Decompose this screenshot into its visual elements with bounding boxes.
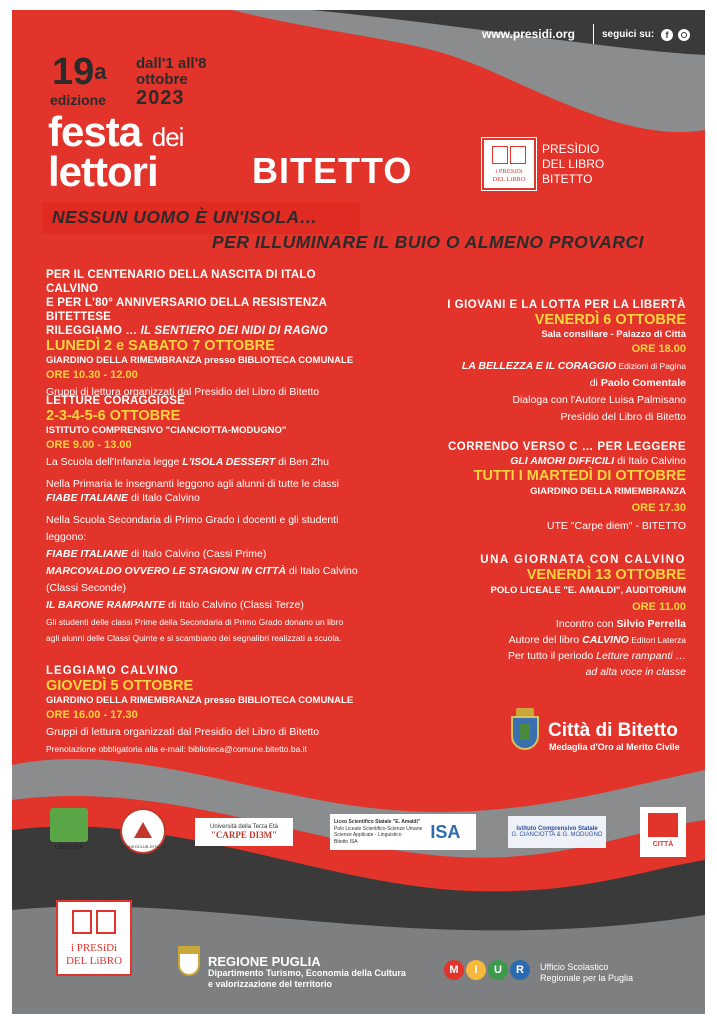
right-e1-by: di (589, 377, 601, 389)
sponsor-ute-line1: Università della Terza Età (210, 824, 278, 830)
triangle-icon (134, 822, 152, 838)
region-dept-line1: Dipartimento Turismo, Economia della Cultura (208, 968, 406, 978)
edition-sup: a (94, 59, 107, 84)
left-e2-book3: IL BARONE RAMPANTE (46, 599, 166, 611)
footer-book-icon-2 (96, 910, 116, 934)
sponsor-liceo-logo (330, 814, 476, 850)
left-e2-secondary1: Nella Scuola Secondaria di Primo Grado i docenti e gli studenti (46, 514, 339, 526)
left-e2-note2: agli alunni delle Classi Quinte e si scambiano dei segnalibri realizzati a scuola. (46, 633, 342, 643)
edition-number-text: 19 (52, 51, 95, 93)
left-e1-time: ORE 10.30 - 12.00 (46, 369, 138, 381)
dates-line2: ottobre (136, 71, 188, 88)
left-e2-infancy: La Scuola dell'Infanzia legge (46, 456, 183, 468)
region-crest-icon (178, 946, 200, 978)
miur-letter-r: R (510, 960, 530, 980)
left-e2-book1: FIABE ITALIANE (46, 548, 129, 560)
usr-line1: Ufficio Scolastico (540, 962, 609, 972)
sponsor-libreria-logo (50, 808, 88, 856)
left-e3-place: GIARDINO DELLA RIMEMBRANZA presso BIBLIOTECA COMUNALE (46, 695, 354, 706)
website-link[interactable]: www.presidi.org (482, 27, 575, 41)
right-e2-title: CORRENDO VERSO C … PER LEGGERE (447, 441, 686, 453)
left-e3-desc: Gruppi di lettura organizzati dal Presidio del Libro di Bitetto (46, 726, 320, 738)
presidio-name-line3: BITETTO (542, 172, 593, 186)
left-e1-date: LUNEDÌ 2 e SABATO 7 OTTOBRE (46, 338, 275, 354)
left-e3-time: ORE 16.00 - 17.30 (46, 709, 138, 721)
usr-text (540, 962, 633, 984)
left-e2-time: ORE 9.00 - 13.00 (46, 439, 132, 451)
right-e3-date: VENERDÌ 13 OTTOBRE (526, 567, 686, 583)
left-e3-booking[interactable]: Prenotazione obbligatoria alla e-mail: biblioteca@comune.bitetto.ba.it (46, 744, 307, 754)
left-e3-title: LEGGIAMO CALVINO (46, 665, 179, 677)
city-title: BITETTO (252, 150, 413, 191)
footer-presidi-line1: i PRESiDi (70, 942, 118, 954)
left-e2-primary: Nella Primaria le insegnanti leggono agli alunni di tutte le classi (46, 478, 340, 490)
sponsor-liceo-isa: ISA (430, 821, 461, 842)
right-e1-date: VENERDÌ 6 OTTOBRE (534, 312, 686, 328)
region-dept (208, 968, 406, 990)
left-e1-line2: E PER L'80° ANNIVERSARIO DELLA RESISTENZA BITETTESE (46, 297, 327, 323)
left-e2-book2: MARCOVALDO OVVERO LE STAGIONI IN CITTÀ (46, 565, 286, 577)
right-e1-title: I GIOVANI E LA LOTTA PER LA LIBERTÀ (447, 299, 686, 311)
sponsor-liceo-line3: Scienze Applicate - Linguistico (334, 832, 402, 838)
right-e3-author-c: Editori Laterza (628, 635, 686, 645)
right-e3-author-b: CALVINO (582, 634, 629, 646)
right-e1-org: Presìdio del Libro di Bitetto (560, 411, 686, 423)
left-e2-secondary2: leggono: (46, 531, 87, 543)
dates-line1: dall'1 all'8 (136, 55, 207, 72)
right-e3-meet: Incontro con (555, 618, 617, 630)
edition-number (52, 52, 107, 92)
sponsor-ic-logo (508, 816, 606, 848)
festival-title-line2: lettori (48, 148, 158, 195)
right-e1-time: ORE 18.00 (631, 343, 686, 355)
miur-letter-u: U (488, 960, 508, 980)
left-e2-title: LETTURE CORAGGIOSE (46, 395, 186, 407)
poster (12, 10, 705, 1014)
facebook-icon[interactable]: f (661, 29, 673, 41)
sponsor-liceo-line4: Bitetto ISA (334, 838, 358, 845)
sponsor-citta-logo (640, 807, 686, 857)
sponsor-ute-line2: "CARPE DI3M" (210, 830, 278, 840)
sponsor-citta-text: CITTÀ (652, 841, 674, 848)
right-e1-place: Sala consiliare - Palazzo di Città (541, 329, 686, 340)
sponsor-ic-line1: Istituto Comprensivo Statale (516, 826, 598, 832)
right-e3-period-c: ad alta voce in classe (585, 666, 686, 678)
presidio-name-line2: DEL LIBRO (542, 157, 605, 171)
right-event-2 (392, 440, 686, 533)
right-e1-dialog: Dialoga con l'Autore Luisa Palmisano (512, 394, 686, 406)
footer-presidi-logo (56, 900, 132, 976)
presidio-name (542, 142, 604, 187)
right-event-1 (392, 298, 686, 424)
footer-presidi-line2: DEL LiBRO (65, 955, 123, 967)
left-e1-book: IL SENTIERO DEI NIDI DI RAGNO (140, 325, 328, 337)
right-e1-book: LA BELLEZZA E IL CORAGGIO (461, 360, 617, 372)
sponsor-archeoclub-logo (120, 808, 166, 854)
right-e3-guest: Silvio Perrella (616, 618, 686, 630)
right-e3-author-a: Autore del libro (508, 634, 583, 646)
city-medal: Medaglia d'Oro al Merito Civile (549, 742, 680, 752)
year: 2023 (136, 87, 185, 109)
right-e3-period-a: Per tutto il periodo (507, 650, 597, 662)
theme-line1: NESSUN UOMO È UN'ISOLA… (52, 207, 318, 227)
left-e2-date: 2-3-4-5-6 OTTOBRE (46, 408, 181, 424)
miur-logo (444, 960, 530, 980)
sponsor-ute-logo (195, 818, 293, 846)
left-e2-book2-note: di Italo Calvino (285, 565, 358, 577)
right-e2-book: GLI AMORI DIFFICILI (510, 455, 615, 467)
right-e2-author: di Italo Calvino (614, 455, 686, 467)
sponsor-libreria-text: LIBRERIA (54, 845, 84, 851)
region-dept-line2: e valorizzazione del territorio (208, 979, 333, 989)
left-e2-infancy-book: L'ISOLA DESSERT (182, 456, 276, 468)
city-name: Città di Bitetto (548, 720, 678, 741)
left-e2-book2-note2: (Classi Seconde) (46, 582, 126, 594)
left-e1-line1: PER IL CENTENARIO DELLA NASCITA DI ITALO CALVINO (46, 269, 316, 295)
right-e3-time: ORE 11.00 (632, 601, 686, 613)
right-e3-title: UNA GIORNATA CON CALVINO (480, 554, 686, 566)
sponsor-ic-line2: G. CIANCIOTTA & G. MODUGNO (511, 832, 603, 838)
left-e3-date: GIOVEDÌ 5 OTTOBRE (46, 678, 194, 694)
follow-label: seguici su: (602, 29, 655, 40)
instagram-icon[interactable] (678, 29, 690, 41)
right-e2-date: TUTTI I MARTEDÌ DI OTTOBRE (473, 468, 686, 484)
right-e2-time: ORE 17.30 (631, 502, 686, 514)
left-e2-primary-author: di Italo Calvino (128, 492, 200, 504)
presidio-logo-line1: i PRESiDi (495, 168, 523, 175)
footer-book-icon (72, 910, 92, 934)
presidio-name-line1: PRESÌDIO (542, 142, 600, 156)
miur-letter-i: I (466, 960, 486, 980)
left-event-2 (46, 394, 366, 644)
book-icon (492, 146, 508, 164)
left-e2-infancy-author: di Ben Zhu (275, 456, 329, 468)
miur-letter-m: M (444, 960, 464, 980)
left-e2-place: ISTITUTO COMPRENSIVO "CIANCIOTTA-MODUGNO" (46, 425, 287, 436)
left-e2-note1: Gli studenti delle classi Prime della Secondaria di Primo Grado donano un libro (46, 617, 344, 627)
city-crest-icon (508, 708, 542, 754)
right-e3-place: POLO LICEALE "E. AMALDI", AUDITORIUM (490, 585, 686, 596)
right-e2-place: GIARDINO DELLA RIMEMBRANZA (530, 486, 686, 497)
left-e1-desc: Gruppi di lettura organizzati dal Presidio del Libro di Bitetto (46, 386, 320, 398)
title-festa: festa (48, 108, 142, 155)
region-name: REGIONE PUGLIA (208, 954, 321, 969)
title-dei: dei (151, 122, 184, 152)
book-icon-2 (510, 146, 526, 164)
left-event-3 (46, 664, 366, 755)
usr-line2: Regionale per la Puglia (540, 973, 634, 983)
header-divider (593, 24, 594, 44)
theme-line2: PER ILLUMINARE IL BUIO O ALMENO PROVARCI (212, 232, 644, 252)
right-event-3 (392, 553, 686, 679)
left-e2-primary-book: FIABE ITALIANE (46, 492, 129, 504)
sponsor-liceo-line1: Liceo Scientifico Statale "E. Amaldi" (334, 819, 421, 825)
left-event-1 (46, 268, 366, 399)
right-e3-period-b: Letture rampanti … (596, 650, 686, 662)
left-e2-book3-note: di Italo Calvino (Classi Terze) (165, 599, 304, 611)
presidio-logo-top (482, 138, 536, 190)
sponsor-archeoclub-text: ARCHEOCLUB D'ITALIA (120, 844, 166, 849)
edition-label: edizione (50, 92, 107, 108)
right-e1-author: Paolo Comentale (600, 377, 686, 389)
left-e2-book1-note: di Italo Calvino (Cassi Prime) (128, 548, 267, 560)
left-e1-line3a: RILEGGIAMO … (46, 325, 141, 337)
right-e1-publisher: Edizioni di Pagina (616, 361, 686, 371)
left-e1-place: GIARDINO DELLA RIMEMBRANZA presso BIBLIOTECA COMUNALE (46, 355, 354, 366)
presidio-logo-line2: DEL LiBRO (492, 176, 526, 183)
right-e2-org: UTE "Carpe diem" - BITETTO (546, 520, 686, 532)
sponsor-liceo-line2: Polo Liceale Scientifico-Scienze Umane (334, 825, 423, 832)
